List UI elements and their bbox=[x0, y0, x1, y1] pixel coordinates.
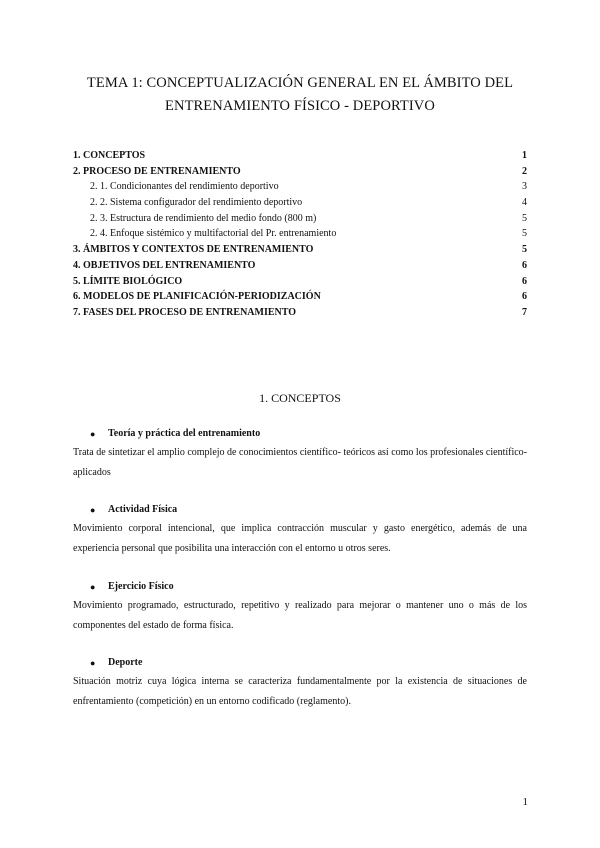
toc-entry-page: 6 bbox=[522, 291, 527, 303]
page-number: 1 bbox=[522, 796, 528, 808]
toc-entry-label: 6. MODELOS DE PLANIFICACIÓN-PERIODIZACIÓN bbox=[73, 291, 321, 303]
toc-entry-page: 6 bbox=[522, 259, 527, 271]
toc-entry-label: 2. 3. Estructura de rendimiento del medio fondo (800 m) bbox=[90, 212, 317, 224]
toc-subentry[interactable] bbox=[73, 179, 527, 195]
toc-entry-page: 5 bbox=[522, 228, 527, 240]
bullet-icon: ● bbox=[90, 429, 96, 439]
toc-entry-label: 1. CONCEPTOS bbox=[73, 150, 146, 161]
toc-entry[interactable] bbox=[73, 305, 527, 321]
toc-entry-label: 2. 1. Condicionantes del rendimiento deportivo bbox=[90, 181, 279, 193]
definition-text: Movimiento corporal intencional, que implica contracción muscular y gasto energético, además de una experiencia personal que posibilita una interacción con el entorno u otros seres. bbox=[73, 523, 527, 554]
definition-term: Actividad Física bbox=[108, 504, 178, 515]
toc-entry-page: 3 bbox=[522, 181, 527, 193]
definition-term: Teoría y práctica del entrenamiento bbox=[108, 428, 261, 439]
bullet-icon: ● bbox=[90, 505, 96, 515]
toc-entry-page: 5 bbox=[522, 212, 527, 224]
toc-entry-label: 2. PROCESO DE ENTRENAMIENTO bbox=[73, 165, 241, 177]
toc-entry[interactable] bbox=[73, 274, 527, 290]
toc-entry-page: 4 bbox=[522, 197, 527, 209]
toc-entry[interactable] bbox=[73, 258, 527, 274]
bullet-icon: ● bbox=[90, 582, 96, 592]
title-line-2: ENTRENAMIENTO FÍSICO - DEPORTIVO bbox=[165, 98, 435, 114]
definition-term: Deporte bbox=[108, 657, 143, 668]
toc-entry-label: 2. 4. Enfoque sistémico y multifactorial del Pr. entrenamiento bbox=[90, 228, 337, 240]
toc-entry-page: 7 bbox=[522, 306, 527, 318]
toc-entry-page: 2 bbox=[522, 165, 527, 177]
document-title bbox=[60, 72, 540, 118]
definition-text: Movimiento programado, estructurado, repetitivo y realizado para mejorar o mantener uno o más de los componentes del estado de forma física. bbox=[73, 600, 527, 631]
toc-entry-page: 5 bbox=[522, 244, 527, 256]
bullet-icon: ● bbox=[90, 658, 96, 668]
toc-entry-page: 1 bbox=[522, 150, 527, 161]
toc-subentry[interactable] bbox=[73, 226, 527, 242]
toc-entry-label: 2. 2. Sistema configurador del rendimiento deportivo bbox=[90, 197, 303, 209]
toc-entry[interactable] bbox=[73, 289, 527, 305]
toc-subentry[interactable] bbox=[73, 195, 527, 211]
table-of-contents bbox=[73, 148, 527, 321]
toc-entry[interactable] bbox=[73, 148, 527, 164]
toc-entry-label: 7. FASES DEL PROCESO DE ENTRENAMIENTO bbox=[73, 306, 297, 318]
definition-term: Ejercicio Físico bbox=[108, 581, 174, 592]
toc-entry-page: 6 bbox=[522, 275, 527, 287]
title-line-1: TEMA 1: CONCEPTUALIZACIÓN GENERAL EN EL ÁMBITO DEL bbox=[86, 75, 514, 91]
toc-entry[interactable] bbox=[73, 242, 527, 258]
section-heading: 1. CONCEPTOS bbox=[259, 391, 341, 405]
toc-entry-label: 3. ÁMBITOS Y CONTEXTOS DE ENTRENAMIENTO bbox=[73, 244, 314, 256]
toc-subentry[interactable] bbox=[73, 211, 527, 227]
toc-entry-label: 5. LÍMITE BIOLÓGICO bbox=[73, 275, 183, 287]
definition-text: Situación motriz cuya lógica interna se caracteriza fundamentalmente por la existencia de situaciones de enfrentamiento (competición) en un entorno codificado (reglamento). bbox=[73, 676, 527, 707]
toc-entry-label: 4. OBJETIVOS DEL ENTRENAMIENTO bbox=[73, 259, 256, 271]
toc-entry[interactable] bbox=[73, 164, 527, 180]
definition-text: Trata de sintetizar el amplio complejo de conocimientos científico- teóricos así como los profesionales científico-aplicados bbox=[73, 447, 527, 478]
